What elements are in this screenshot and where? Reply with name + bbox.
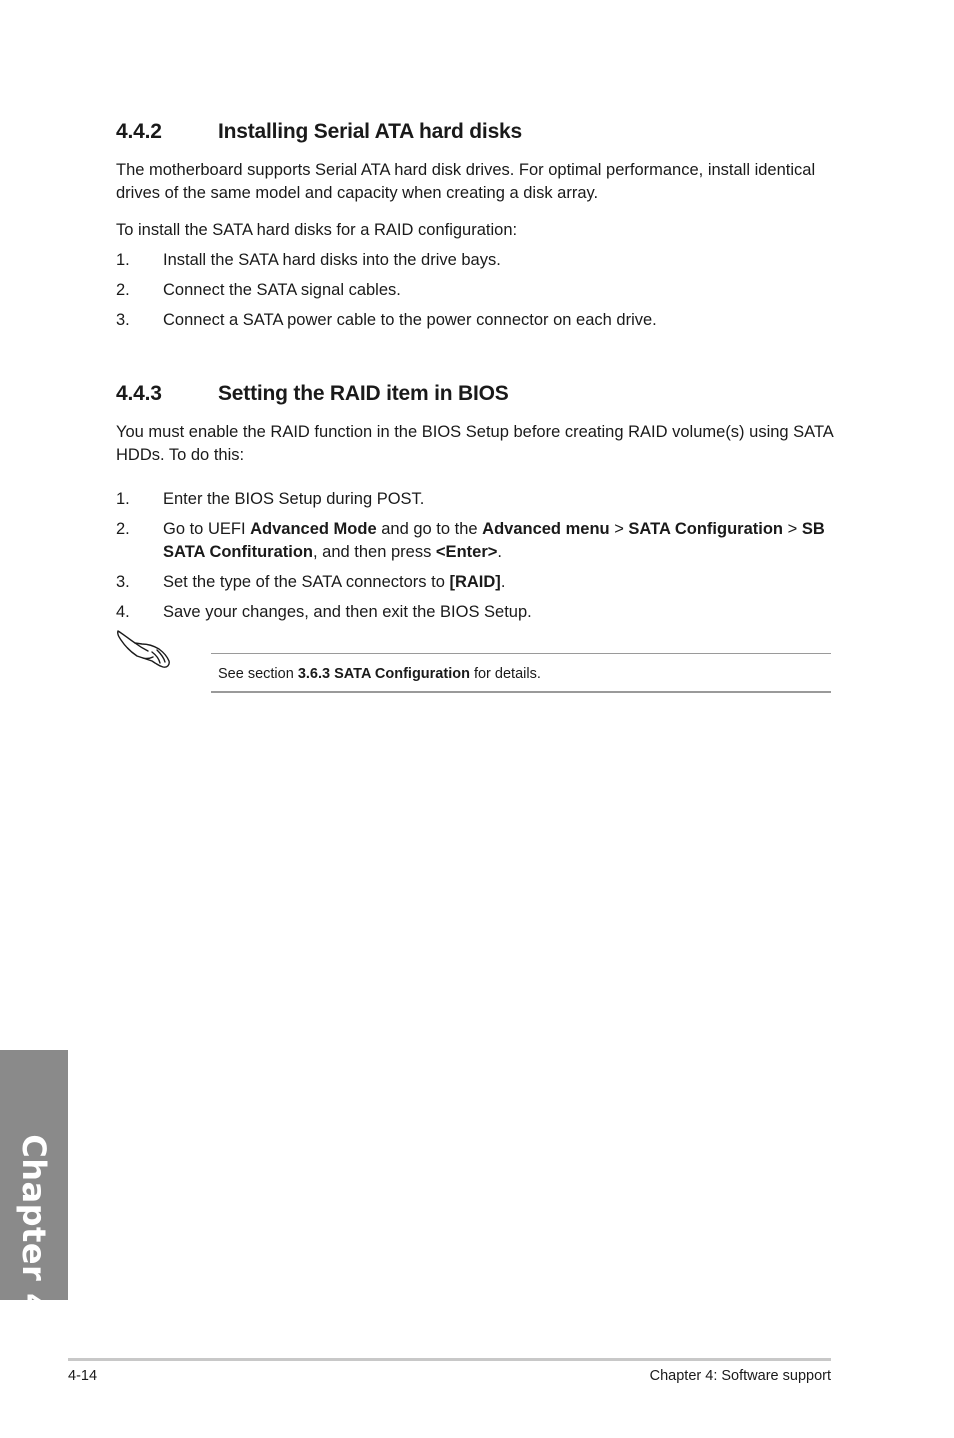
paragraph-lead-442: To install the SATA hard disks for a RAID configuration: xyxy=(116,221,518,239)
step-text-segment: > xyxy=(609,520,629,538)
step-text-segment: . xyxy=(500,573,506,591)
step-text-segment: . xyxy=(497,543,502,561)
section-heading-4-4-3 xyxy=(116,382,509,406)
step-number: 3. xyxy=(116,573,130,591)
step-text-segment: > xyxy=(783,520,802,538)
step-text-segment: Go to UEFI xyxy=(163,520,251,538)
step-text-segment: , and then press xyxy=(313,543,436,561)
paragraph-intro-443: You must enable the RAID function in the BIOS Setup before creating RAID volume(s) using SATA HDDs. To do this: xyxy=(116,423,833,464)
footer-divider xyxy=(68,1358,831,1361)
note-text-segment: See section xyxy=(218,666,298,682)
step-text-segment: Set the type of the SATA connectors to xyxy=(163,573,450,591)
bios-mode-name: Advanced Mode xyxy=(250,520,377,538)
bios-submenu-name: SATA Configuration xyxy=(628,520,784,538)
step-number: 1. xyxy=(116,251,130,269)
option-value: [RAID] xyxy=(449,573,501,591)
key-name: <Enter> xyxy=(435,543,498,561)
section-title: Setting the RAID item in BIOS xyxy=(218,382,509,405)
step-text: Enter the BIOS Setup during POST. xyxy=(163,490,425,508)
paragraph-intro-442: The motherboard supports Serial ATA hard disk drives. For optimal performance, install identical drives of the same model and capacity when creating a disk array. xyxy=(116,161,816,202)
note-text-segment: for details. xyxy=(469,666,541,682)
hand-note-icon xyxy=(115,628,173,670)
step-number: 1. xyxy=(116,490,130,508)
note-section-ref: 3.6.3 SATA Configuration xyxy=(297,666,470,682)
chapter-tab-label: Chapter 4 xyxy=(15,1134,53,1316)
step-number: 2. xyxy=(116,281,130,299)
step-text: Install the SATA hard disks into the drive bays. xyxy=(163,251,501,269)
step-text xyxy=(163,571,838,594)
step-number: 4. xyxy=(116,603,130,621)
step-text: Connect a SATA power cable to the power connector on each drive. xyxy=(163,311,657,329)
bios-item-name: SB SATA Confituration xyxy=(163,520,825,561)
section-number: 4.4.3 xyxy=(116,382,162,405)
chapter-side-tab xyxy=(0,1050,68,1316)
note-bottom-divider xyxy=(211,691,831,693)
note-top-divider xyxy=(211,653,831,654)
section-title: Installing Serial ATA hard disks xyxy=(218,120,523,143)
step-number: 3. xyxy=(116,311,130,329)
footer-chapter-title: Chapter 4: Software support xyxy=(649,1368,831,1384)
step-number: 2. xyxy=(116,520,130,538)
note-text xyxy=(218,665,541,683)
page-number: 4-14 xyxy=(68,1368,98,1384)
step-text xyxy=(163,518,838,564)
step-text-segment: and go to the xyxy=(376,520,483,538)
bios-menu-name: Advanced menu xyxy=(482,520,610,538)
step-text: Save your changes, and then exit the BIOS Setup. xyxy=(163,603,532,621)
section-heading-4-4-2 xyxy=(116,120,522,144)
section-number: 4.4.2 xyxy=(116,120,162,143)
step-text: Connect the SATA signal cables. xyxy=(163,281,401,299)
